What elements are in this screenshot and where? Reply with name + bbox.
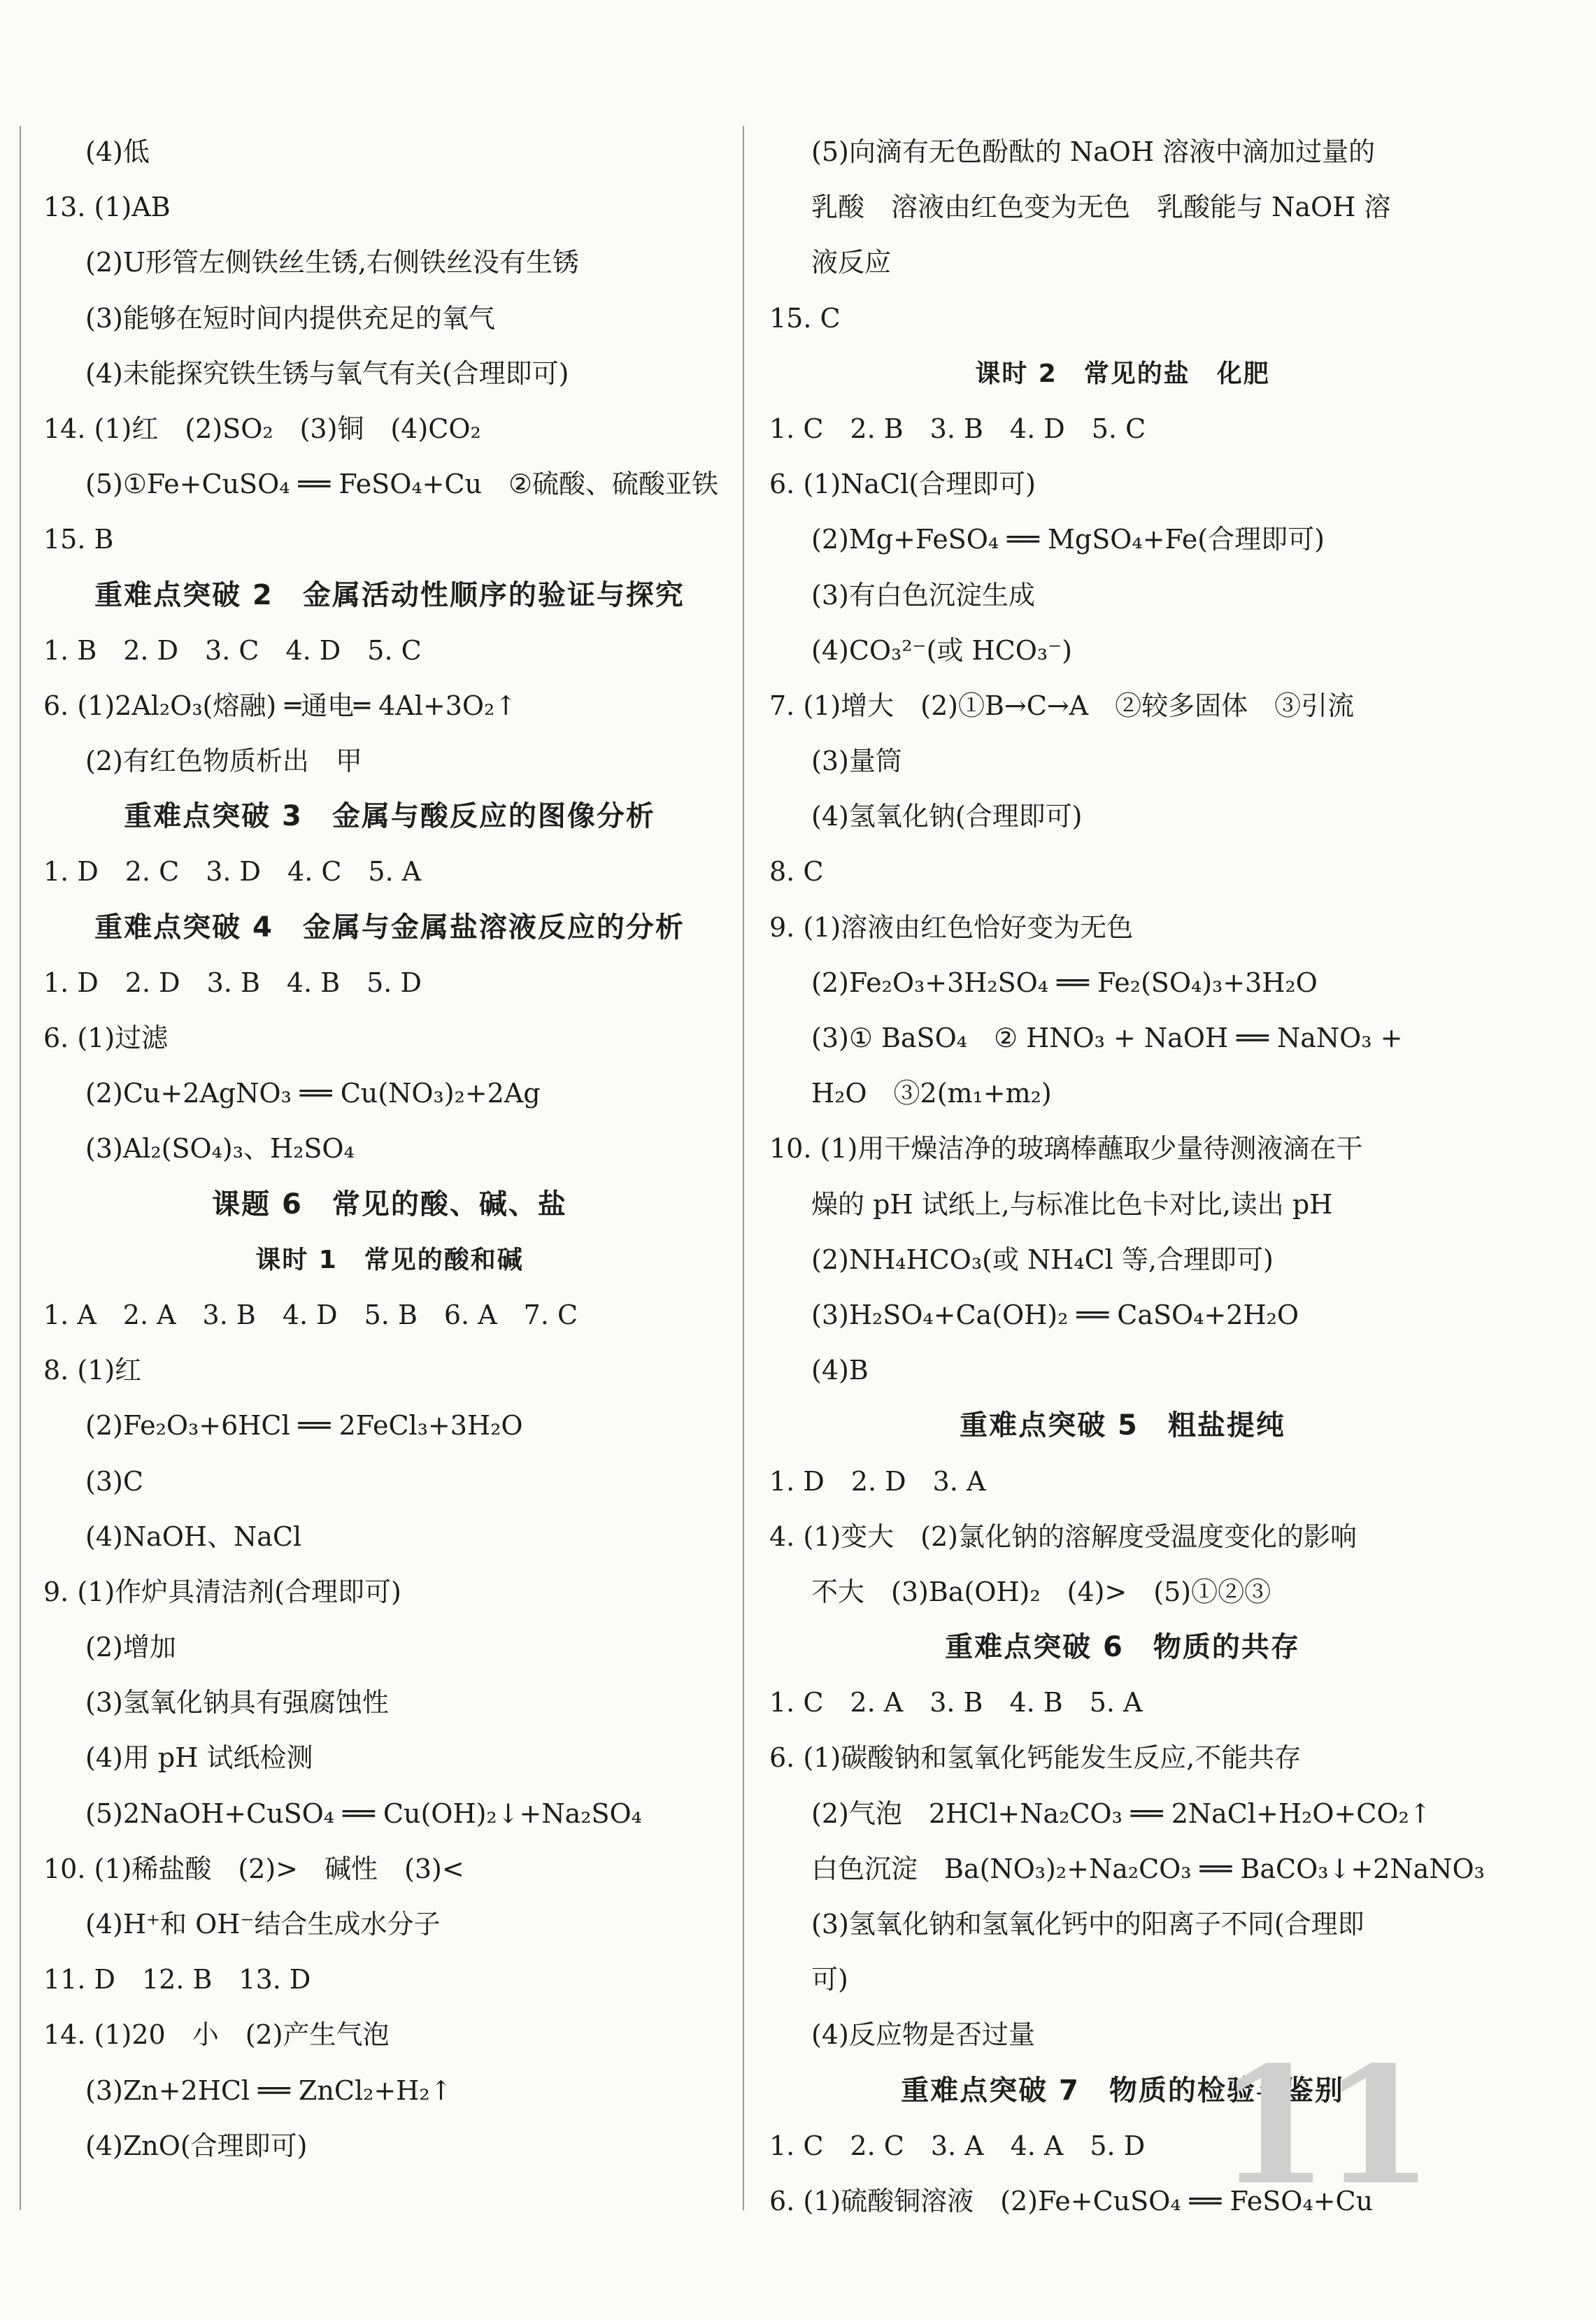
- column-divider: [743, 126, 744, 2210]
- left-column: [43, 124, 736, 2174]
- page-number: 11: [1217, 2032, 1427, 2221]
- answer-line: (3)Zn+2HCl ══ ZnCl₂+H₂↑: [85, 2075, 453, 2106]
- answer-line: 1. D 2. D 3. B 4. B 5. D: [43, 967, 422, 998]
- answer-line: 13. (1)AB: [43, 192, 171, 223]
- answer-line: (3)Al₂(SO₄)₃、H₂SO₄: [85, 1133, 355, 1165]
- answer-line: (3)氢氧化钠和氢氧化钙中的阳离子不同(合理即: [811, 1909, 1365, 1940]
- answer-line: 11. D 12. B 13. D: [43, 1964, 311, 1995]
- section-heading: 重难点突破 4 金属与金属盐溶液反应的分析: [94, 911, 685, 944]
- answer-line: (3)H₂SO₄+Ca(OH)₂ ══ CaSO₄+2H₂O: [811, 1299, 1299, 1330]
- answer-line: (4)未能探究铁生锈与氧气有关(合理即可): [85, 357, 569, 389]
- answer-line: (4)反应物是否过量: [811, 2019, 1035, 2051]
- answer-line: 不大 (3)Ba(OH)₂ (4)> (5)①②③: [811, 1576, 1271, 1607]
- section-heading: 重难点突破 7 物质的检验与鉴别: [901, 2074, 1344, 2107]
- answer-line: 1. D 2. C 3. D 4. C 5. A: [43, 856, 422, 888]
- answer-line: 乳酸 溶液由红色变为无色 乳酸能与 NaOH 溶: [811, 192, 1391, 223]
- answer-line: (4)NaOH、NaCl: [85, 1521, 302, 1552]
- answer-line: (2)Fe₂O₃+3H₂SO₄ ══ Fe₂(SO₄)₃+3H₂O: [811, 967, 1318, 998]
- answer-line: 燥的 pH 试纸上,与标准比色卡对比,读出 pH: [811, 1188, 1333, 1220]
- answer-line: (2)Cu+2AgNO₃ ══ Cu(NO₃)₂+2Ag: [85, 1078, 541, 1109]
- answer-line: (2)增加: [85, 1632, 176, 1663]
- answer-line: (2)有红色物质析出 甲: [85, 746, 362, 777]
- answer-line: (2)U形管左侧铁丝生锈,右侧铁丝没有生锈: [85, 247, 579, 278]
- answer-line: 液反应: [811, 247, 892, 278]
- answer-line: 4. (1)变大 (2)氯化钠的溶解度受温度变化的影响: [769, 1521, 1357, 1552]
- answer-line: 9. (1)作炉具清洁剂(合理即可): [43, 1576, 401, 1607]
- answer-line: (4)氢氧化钠(合理即可): [811, 801, 1083, 832]
- answer-line: (3)C: [85, 1465, 143, 1497]
- answer-line: (4)B: [811, 1355, 869, 1386]
- section-heading: 重难点突破 5 粗盐提纯: [960, 1409, 1285, 1442]
- answer-line: 1. C 2. B 3. B 4. D 5. C: [769, 413, 1146, 444]
- right-column: [769, 124, 1485, 2229]
- answer-line: 白色沉淀 Ba(NO₃)₂+Na₂CO₃ ══ BaCO₃↓+2NaNO₃: [811, 1853, 1485, 1884]
- section-heading: 课题 6 常见的酸、碱、盐: [212, 1188, 567, 1221]
- answer-line: 6. (1)硫酸铜溶液 (2)Fe+CuSO₄ ══ FeSO₄+Cu: [769, 2185, 1374, 2216]
- section-heading: 重难点突破 2 金属活动性顺序的验证与探究: [94, 578, 685, 611]
- answer-line: (4)用 pH 试纸检测: [85, 1742, 313, 1774]
- answer-line: 可): [811, 1964, 848, 1995]
- answer-line: 1. B 2. D 3. C 4. D 5. C: [43, 634, 422, 666]
- answer-line: (4)H⁺和 OH⁻结合生成水分子: [85, 1909, 441, 1940]
- answer-line: 6. (1)过滤: [43, 1023, 169, 1053]
- answer-line: (5)2NaOH+CuSO₄ ══ Cu(OH)₂↓+Na₂SO₄: [85, 1798, 642, 1829]
- section-heading: 课时 1 常见的酸和碱: [255, 1245, 524, 1274]
- answer-line: 1. A 2. A 3. B 4. D 5. B 6. A 7. C: [43, 1299, 578, 1330]
- answer-line: (3)氢氧化钠具有强腐蚀性: [85, 1687, 389, 1718]
- answer-line: 14. (1)红 (2)SO₂ (3)铜 (4)CO₂: [43, 413, 481, 444]
- answer-line: 15. B: [43, 524, 114, 555]
- answer-line: 7. (1)增大 (2)①B→C→A ②较多固体 ③引流: [769, 690, 1355, 721]
- answer-line: 9. (1)溶液由红色恰好变为无色: [769, 911, 1134, 943]
- answer-line: 6. (1)碳酸钠和氢氧化钙能发生反应,不能共存: [769, 1742, 1302, 1774]
- answer-line: 15. C: [769, 302, 841, 334]
- answer-line: 10. (1)稀盐酸 (2)> 碱性 (3)<: [43, 1853, 464, 1884]
- answer-line: (2)Mg+FeSO₄ ══ MgSO₄+Fe(合理即可): [811, 524, 1325, 555]
- answer-line: 14. (1)20 小 (2)产生气泡: [43, 2019, 390, 2051]
- answer-line: (2)气泡 2HCl+Na₂CO₃ ══ 2NaCl+H₂O+CO₂↑: [811, 1798, 1432, 1829]
- left-margin-rule: [20, 126, 21, 2210]
- answer-line: (2)NH₄HCO₃(或 NH₄Cl 等,合理即可): [811, 1244, 1274, 1275]
- answer-line: (5)①Fe+CuSO₄ ══ FeSO₄+Cu ②硫酸、硫酸亚铁: [85, 469, 719, 500]
- answer-line: (4)低: [85, 136, 150, 167]
- answer-line: (3)量筒: [811, 746, 902, 777]
- answer-line: (3)有白色沉淀生成: [811, 579, 1035, 611]
- answer-line: (5)向滴有无色酚酞的 NaOH 溶液中滴加过量的: [811, 136, 1376, 167]
- section-heading: 课时 2 常见的盐 化肥: [975, 359, 1270, 388]
- answer-line: 1. D 2. D 3. A: [769, 1465, 986, 1497]
- answer-line: (2)Fe₂O₃+6HCl ══ 2FeCl₃+3H₂O: [85, 1410, 523, 1442]
- answer-line: (3)能够在短时间内提供充足的氧气: [85, 302, 495, 334]
- answer-line: 10. (1)用干燥洁净的玻璃棒蘸取少量待测液滴在干: [769, 1133, 1363, 1165]
- answer-line: 8. (1)红: [43, 1355, 142, 1386]
- answer-line: (4)CO₃²⁻(或 HCO₃⁻): [811, 634, 1072, 666]
- section-heading: 重难点突破 6 物质的共存: [945, 1631, 1300, 1664]
- answer-line: 8. C: [769, 856, 824, 888]
- answer-line: 6. (1)2Al₂O₃(熔融) ═通电═ 4Al+3O₂↑: [43, 690, 518, 721]
- section-heading: 重难点突破 3 金属与酸反应的图像分析: [124, 800, 655, 833]
- answer-line: 6. (1)NaCl(合理即可): [769, 469, 1036, 500]
- answer-line: 1. C 2. A 3. B 4. B 5. A: [769, 1687, 1143, 1718]
- answer-line: (3)① BaSO₄ ② HNO₃ + NaOH ══ NaNO₃ +: [811, 1023, 1403, 1053]
- answer-line: (4)ZnO(合理即可): [85, 2130, 308, 2161]
- answer-line: H₂O ③2(m₁+m₂): [811, 1078, 1052, 1109]
- answer-line: 1. C 2. C 3. A 4. A 5. D: [769, 2130, 1146, 2161]
